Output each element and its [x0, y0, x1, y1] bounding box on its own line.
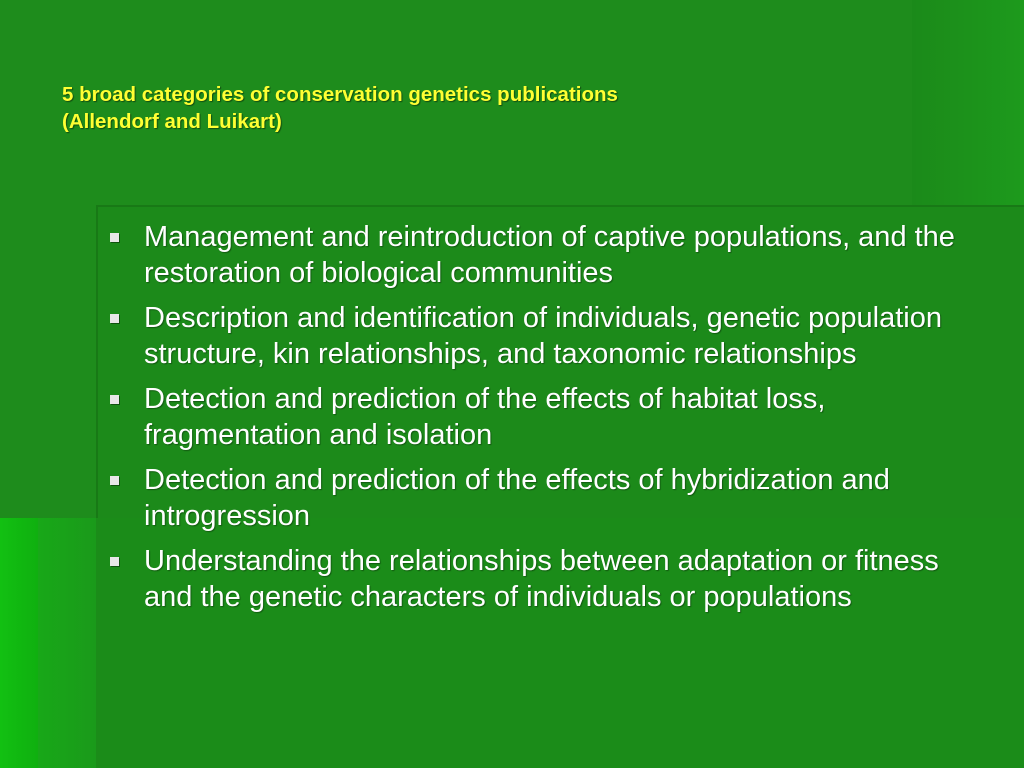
slide-title-line-1: 5 broad categories of conservation genetics publications [62, 83, 618, 106]
bullet-item [108, 543, 988, 615]
bullet-text: Management and reintroduction of captive populations, and the restoration of biological communities [144, 221, 955, 289]
square-bullet-icon [110, 557, 119, 566]
bullet-item [108, 300, 988, 372]
square-bullet-icon [110, 233, 119, 242]
slide-title [62, 81, 962, 135]
bullet-text: Detection and prediction of the effects of hybridization and introgression [144, 464, 890, 532]
bullet-text: Understanding the relationships between adaptation or fitness and the genetic characters of individuals or populations [144, 545, 939, 613]
bullet-text: Description and identification of individuals, genetic population structure, kin relationships, and taxonomic relationships [144, 302, 943, 370]
square-bullet-icon [110, 395, 119, 404]
square-bullet-icon [110, 476, 119, 485]
slide-title-line-2: (Allendorf and Luikart) [62, 110, 282, 133]
background-strip-left [38, 518, 96, 768]
bullet-text: Detection and prediction of the effects of habitat loss, fragmentation and isolation [144, 383, 826, 451]
background-strip-left-bright [0, 518, 38, 768]
bullet-item [108, 462, 988, 534]
bullet-item [108, 219, 988, 291]
bullet-item [108, 381, 988, 453]
bullet-list [108, 219, 988, 624]
square-bullet-icon [110, 314, 119, 323]
